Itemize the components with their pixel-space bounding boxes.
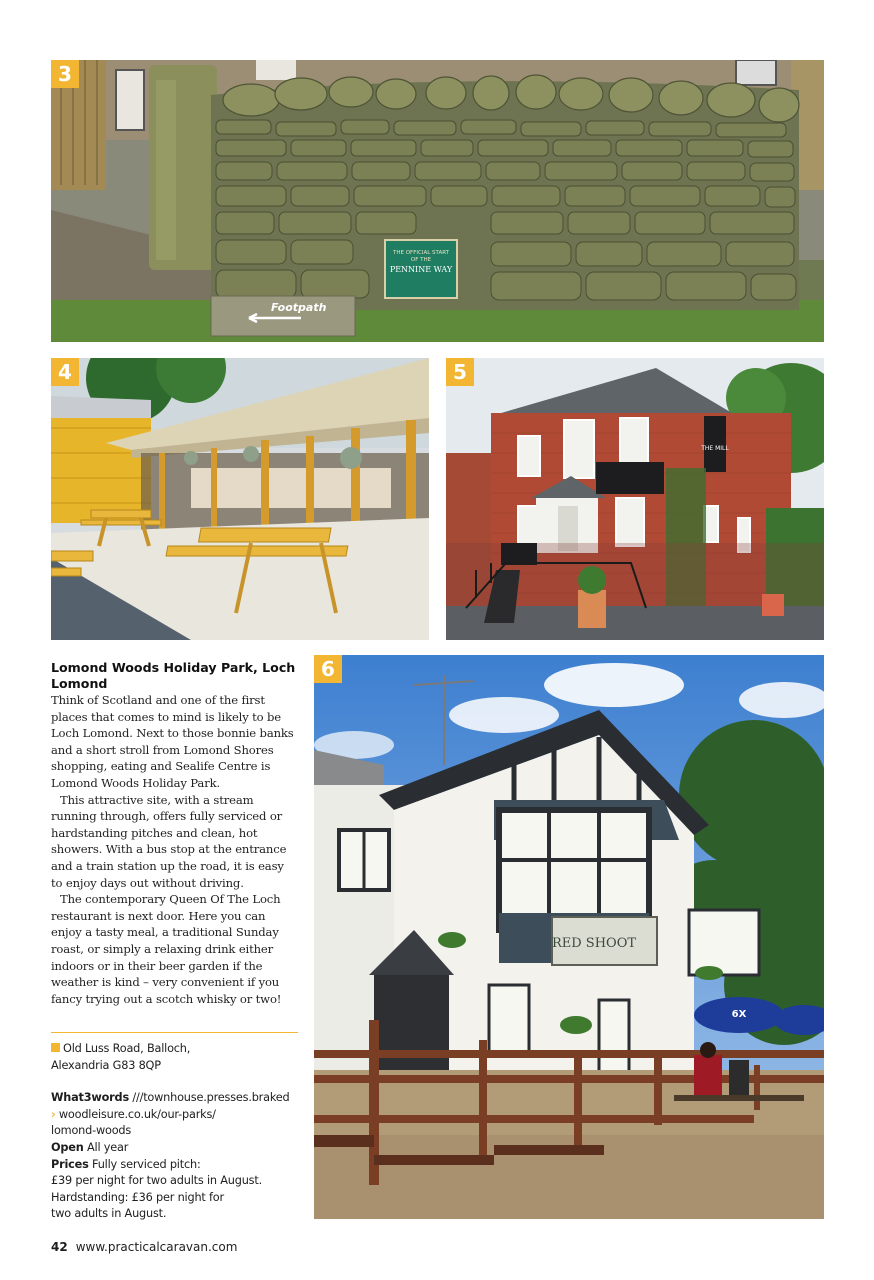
- chevron-right-icon: ›: [51, 1107, 56, 1121]
- photo-number-badge: 3: [51, 60, 79, 88]
- address-line-1: Old Luss Road, Balloch,: [51, 1041, 298, 1058]
- photo-number-badge: 6: [314, 655, 342, 683]
- info-box: [51, 1041, 298, 1223]
- what3words-line: What3words ///townhouse.presses.braked: [51, 1091, 290, 1105]
- open-line: Open All year: [51, 1140, 129, 1154]
- prices-line-3: Hardstanding: £36 per night for: [51, 1190, 224, 1204]
- article-paragraph: The contemporary Queen Of The Loch restaurant is next door. Here you can enjoy a tasty meal, a traditional Sunday roast, or simply a relaxing drink either indoors or in their beer garden if the weather is kind – very convenient if you fancy trying out a scotch whisky or two!: [51, 892, 282, 1006]
- pub-sign-text: RED SHOOT: [551, 936, 637, 951]
- sign-line-1: THE OFFICIAL START: [392, 250, 450, 256]
- red-shoot-pub-illustration: [314, 655, 824, 1219]
- info-divider: [51, 1032, 298, 1033]
- photo-the-mill: [446, 358, 824, 640]
- the-mill-illustration: [446, 358, 824, 640]
- bullet-square-icon: [51, 1043, 60, 1052]
- article-paragraph: This attractive site, with a stream running through, offers fully serviced or hardstanding pitches and clean, hot showers. With a bus stop at the entrance and a train station up the road, it is easy to enjoy days out without driving.: [51, 792, 287, 890]
- article-paragraph: Think of Scotland and one of the first places that comes to mind is likely to be Loch Lomond. Next to those bonnie banks and a short stroll from Lomond Shores shopping, eating and Sealife Centre is Lomond Woods Holiday Park.: [51, 693, 294, 790]
- photo-number-badge: 5: [446, 358, 474, 386]
- pennine-way-wall-illustration: [51, 60, 824, 342]
- photo-picnic-canopy: [51, 358, 429, 640]
- article-title: Lomond Woods Holiday Park, Loch Lomond: [51, 660, 296, 691]
- prices-line-4: two adults in August.: [51, 1207, 167, 1221]
- sign-line-3: PENNINE WAY: [389, 265, 453, 274]
- page-footer: [51, 1240, 237, 1254]
- article-body: [51, 692, 298, 1007]
- photo-red-shoot-pub: [314, 655, 824, 1219]
- mill-sign-text: THE MILL: [701, 445, 729, 452]
- photo-number-badge: 4: [51, 358, 79, 386]
- picnic-canopy-illustration: [51, 358, 429, 640]
- website-line-2[interactable]: lomond-woods: [51, 1124, 132, 1138]
- article: [51, 660, 298, 1007]
- footpath-sign-text: Footpath: [271, 301, 327, 314]
- sign-line-2: OF THE: [410, 257, 432, 263]
- address-line-2: Alexandria G83 8QP: [51, 1058, 161, 1072]
- prices-line: Prices Fully serviced pitch:: [51, 1157, 201, 1171]
- prices-line-2: £39 per night for two adults in August.: [51, 1174, 262, 1188]
- page-number: 42: [51, 1240, 68, 1254]
- footer-website[interactable]: www.practicalcaravan.com: [75, 1240, 238, 1254]
- website-line-1[interactable]: › woodleisure.co.uk/our-parks/: [51, 1107, 216, 1121]
- photo-pennine-way-wall: [51, 60, 824, 342]
- umbrella-text: 6X: [731, 1009, 747, 1020]
